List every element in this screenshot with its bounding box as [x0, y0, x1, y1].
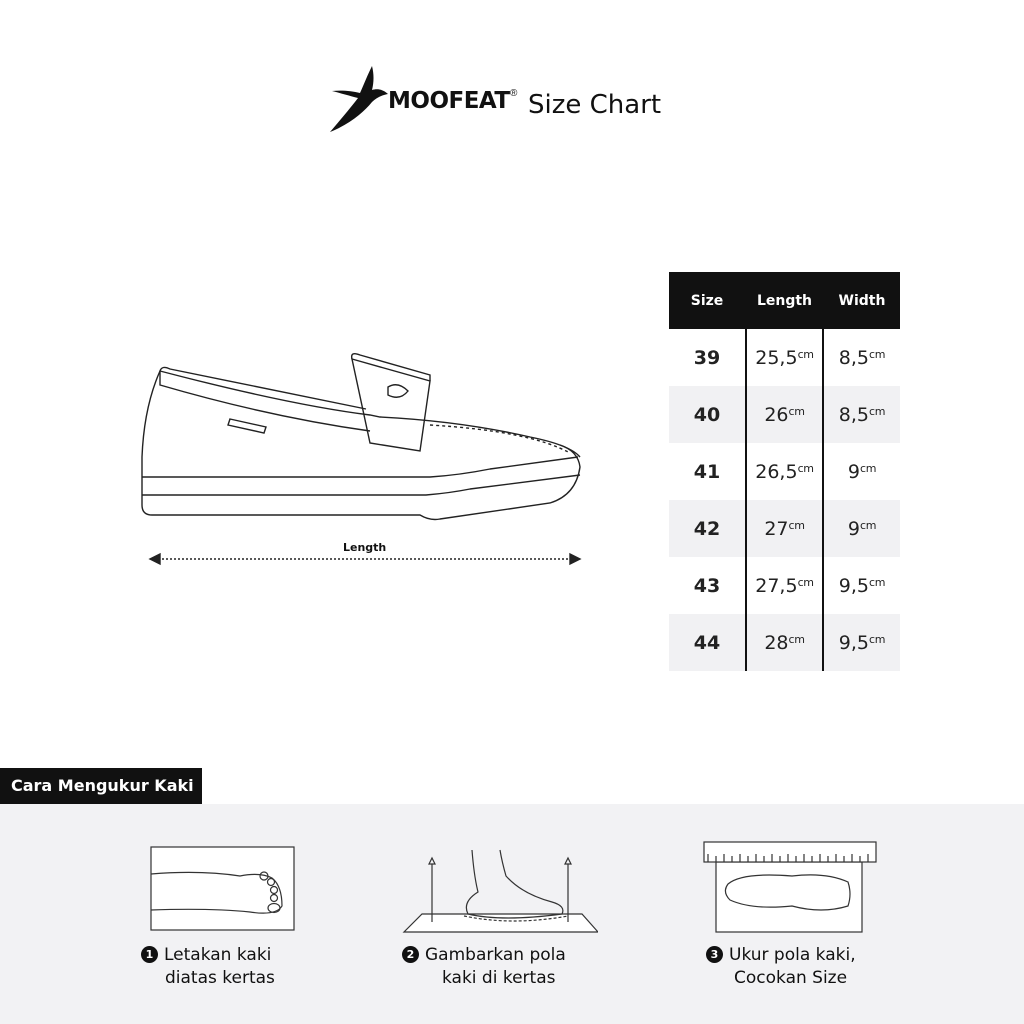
page-title: Size Chart	[528, 90, 662, 120]
ruler-measure-icon	[702, 840, 878, 934]
table-row	[669, 386, 900, 443]
length-dimension-label: Length	[343, 541, 387, 554]
trace-foot-icon	[402, 846, 598, 934]
size-table	[669, 272, 900, 671]
size-cell: 39	[693, 346, 721, 369]
length-cell: $27,5^{cm}$	[746, 557, 823, 614]
swallow-bird-icon	[328, 62, 390, 138]
size-cell: 43	[693, 574, 721, 597]
measure-heading: Cara Mengukur Kaki	[0, 768, 202, 804]
table-row	[669, 443, 900, 500]
header-width: Width	[823, 272, 900, 329]
step-1-caption: 1 Letakan kaki diatas kertas	[141, 944, 275, 990]
size-cell: 42	[669, 500, 746, 557]
step-number: 3	[706, 946, 723, 963]
size-cell: 40	[669, 386, 746, 443]
table-header-row	[669, 272, 900, 329]
step-number: 2	[402, 946, 419, 963]
foot-on-paper-icon	[150, 846, 296, 932]
width-cell: $8,5^{cm}$	[823, 386, 900, 443]
header-size: Size	[669, 272, 746, 329]
step-number: 1	[141, 946, 158, 963]
length-cell: $26,5^{cm}$	[746, 443, 823, 500]
width-cell: $9,5^{cm}$	[823, 557, 900, 614]
table-row	[669, 557, 900, 614]
registered-mark: ®	[510, 88, 518, 99]
length-cell: $27^{cm}$	[746, 500, 823, 557]
table-row	[669, 329, 900, 386]
header-length: Length	[746, 272, 823, 329]
length-cell: $26^{cm}$	[746, 386, 823, 443]
header	[0, 60, 1024, 140]
width-cell: $9^{cm}$	[823, 500, 900, 557]
width-cell: $9,5^{cm}$	[823, 614, 900, 671]
length-cell: $28^{cm}$	[746, 614, 823, 671]
width-cell: $9^{cm}$	[823, 443, 900, 500]
table-row	[669, 614, 900, 671]
brand-name: MOOFEAT	[388, 88, 510, 114]
size-cell: 44	[669, 614, 746, 671]
step-3-caption: 3 Ukur pola kaki, Cocokan Size	[706, 944, 856, 990]
size-cell: 41	[693, 460, 721, 483]
width-cell: $8,5^{cm}$	[823, 329, 900, 386]
length-cell: $25,5^{cm}$	[746, 329, 823, 386]
table-row	[669, 500, 900, 557]
step-2-caption: 2 Gambarkan pola kaki di kertas	[402, 944, 566, 990]
